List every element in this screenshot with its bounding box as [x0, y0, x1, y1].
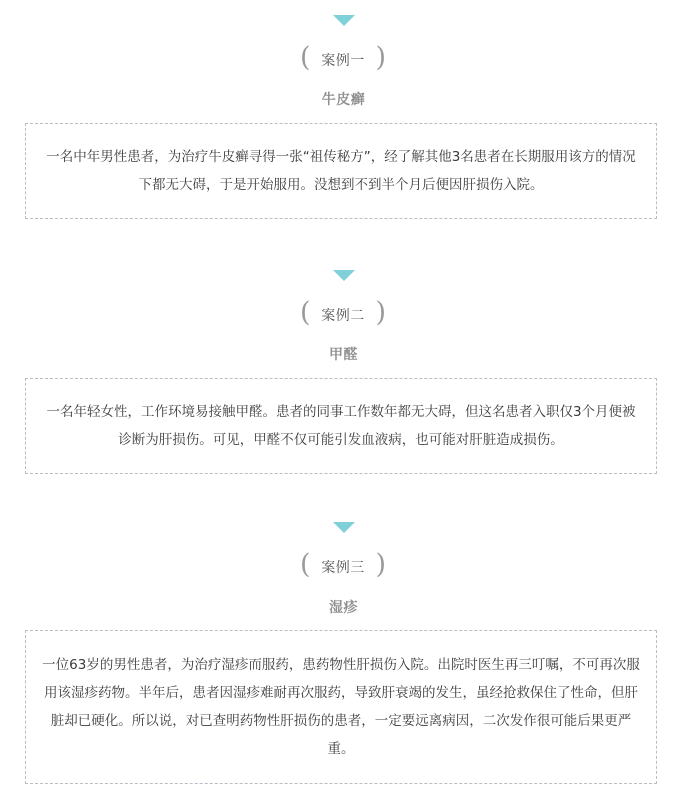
- down-triangle-icon: [333, 522, 355, 533]
- case-section-2: [0, 270, 687, 480]
- case-description-box: [25, 123, 657, 219]
- case-section-1: [0, 15, 687, 225]
- case-label: 案例三: [321, 560, 365, 576]
- case-label-badge: [300, 298, 386, 332]
- case-label: 案例二: [321, 308, 365, 324]
- case-label: 案例一: [321, 53, 365, 69]
- left-paren-decoration: (: [300, 549, 311, 580]
- case-section-3: [0, 522, 687, 790]
- down-triangle-icon: [333, 270, 355, 281]
- right-paren-decoration: ): [375, 42, 386, 73]
- case-description-box: [25, 378, 657, 474]
- case-subtitle: 湿疹: [329, 600, 358, 616]
- case-description: 一位63岁的男性患者，为治疗湿疹而服药，患药物性肝损伤入院。出院时医生再三叮嘱，不可再次服用该湿疹药物。半年后，患者因湿疹难耐再次服药，导致肝衰竭的发生，虽经抢救保住了性命，但肝脏却已硬化。所以说，对已查明药物性肝损伤的患者，一定要远离病因，二次发作很可能后果更严重。: [42, 657, 640, 757]
- left-paren-decoration: (: [300, 42, 311, 73]
- left-paren-decoration: (: [300, 297, 311, 328]
- down-triangle-icon: [333, 15, 355, 26]
- case-label-badge: [300, 43, 386, 77]
- case-label-badge: [300, 550, 386, 584]
- case-subtitle: 甲醛: [329, 347, 358, 363]
- right-paren-decoration: ): [375, 549, 386, 580]
- case-description: 一名中年男性患者，为治疗牛皮癣寻得一张“祖传秘方”，经了解其他3名患者在长期服用该方的情况下都无大碍，于是开始服用。没想到不到半个月后便因肝损伤入院。: [46, 149, 636, 193]
- right-paren-decoration: ): [375, 297, 386, 328]
- case-description-box: [25, 630, 657, 784]
- case-subtitle: 牛皮癣: [321, 92, 366, 108]
- case-description: 一名年轻女性，工作环境易接触甲醛。患者的同事工作数年都无大碍，但这名患者入职仅3个月便被诊断为肝损伤。可见，甲醛不仅可能引发血液病，也可能对肝脏造成损伤。: [46, 404, 636, 448]
